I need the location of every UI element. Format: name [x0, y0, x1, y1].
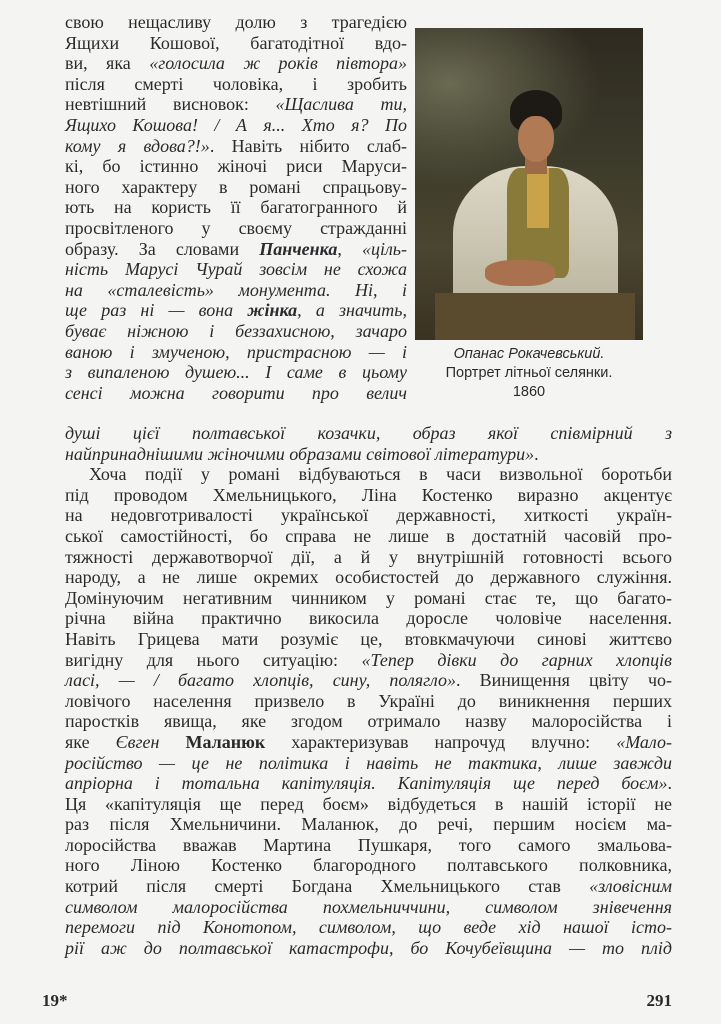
- page-number: 291: [646, 991, 672, 1010]
- text-line: [65, 526, 672, 547]
- painting-face: [518, 116, 554, 162]
- text-line: [65, 917, 672, 938]
- emphasized-text: «голосила ж років півтора»: [149, 53, 408, 74]
- text-line: [65, 691, 672, 712]
- emphasized-text: Євген: [115, 731, 186, 752]
- text-segment: Хоча події у романі відбуваються в часи визвольної боротьби: [89, 464, 672, 485]
- emphasized-text: Ящихо Кошова! / А я... Хто я? По: [65, 114, 407, 135]
- text-line: [65, 814, 672, 835]
- emphasized-text: ласі, — / багато хлопців, сину, полягло»: [65, 670, 456, 691]
- text-line: [65, 835, 672, 856]
- text-segment: котрий після смерті Богдана Хмельницького став: [65, 876, 590, 897]
- signature-mark: 19*: [42, 991, 68, 1010]
- emphasized-text: рії аж до полтавської катастрофи, бо Кочубеївщина — то плід: [65, 937, 672, 958]
- text-column-full: [65, 423, 672, 958]
- text-line: [65, 485, 672, 506]
- emphasized-text: перемоги під Конотопом, символом, що веде хід нашої істо-: [65, 917, 672, 938]
- text-segment: ,: [337, 238, 362, 259]
- emphasized-text: жінка: [247, 300, 298, 321]
- emphasized-text: «Щаслива ти,: [275, 94, 407, 115]
- text-line: [65, 794, 672, 815]
- text-line: [65, 383, 407, 404]
- portrait-painting: [415, 28, 643, 340]
- emphasized-text: ще раз ні — вона: [65, 300, 248, 321]
- text-segment: паростків явища, яке згодом отримало назву малоросійства і: [65, 711, 672, 732]
- text-line: [65, 629, 672, 650]
- text-line: [65, 855, 672, 876]
- emphasized-text: Панченка: [259, 238, 338, 259]
- text-line: [65, 300, 407, 321]
- text-segment: Ящихи Кошової, багатодітної вдо-: [65, 32, 407, 53]
- text-segment: характеризував напрочуд влучно:: [265, 731, 617, 752]
- text-line: [65, 444, 672, 465]
- text-line: [65, 12, 407, 33]
- text-line: [65, 177, 407, 198]
- text-segment: .: [667, 773, 672, 794]
- text-segment: кі, бо істинно жіночі риси Маруси-: [65, 156, 407, 177]
- text-segment: на недовготривалості української державності, хиткості україн-: [65, 505, 672, 526]
- text-segment: ного Ліною Костенко благородного полтавського полковника,: [65, 855, 672, 876]
- text-line: [65, 588, 672, 609]
- text-segment: Навіть Грицева мати розуміє це, втовкмачуючи синові життєво: [65, 628, 672, 649]
- emphasized-text: кому я вдова?!»: [65, 135, 210, 156]
- text-line: [65, 505, 672, 526]
- text-line: [65, 259, 407, 280]
- painting-hands: [485, 260, 555, 286]
- text-segment: образу. За словами: [65, 238, 260, 259]
- text-line: [65, 239, 407, 260]
- text-line: [65, 753, 672, 774]
- emphasized-text: , а значить,: [297, 300, 407, 321]
- painting-caption: [415, 345, 643, 402]
- text-segment: яке: [65, 731, 116, 752]
- text-segment: просвітленого у своєму стражданні: [65, 217, 407, 238]
- text-segment: після смерті чоловіка, і зробить: [65, 73, 407, 94]
- text-line: [65, 115, 407, 136]
- emphasized-text: ваною і змученою, пристрасною — і: [65, 341, 407, 362]
- text-segment: тяжності державотворчої дії, а й у внутрішній готовності всього: [65, 546, 672, 567]
- emphasized-text: «зловісним: [589, 876, 672, 897]
- text-segment: під проводом Хмельницького, Ліна Костенко виразно акцентує: [65, 484, 672, 505]
- emphasized-text: сенсі можна говорити про велич: [65, 382, 407, 403]
- caption-year: 1860: [512, 384, 546, 400]
- emphasized-text: символом малоросійства похмельниччини, символом знівечення: [65, 896, 672, 917]
- text-segment: .: [534, 443, 539, 464]
- emphasized-text: ність Марусі Чурай зовсім не схожа: [65, 259, 407, 280]
- text-segment: ви, яка: [65, 53, 150, 74]
- text-segment: лоросійства вважав Мартина Пушкаря, того самого змальова-: [65, 834, 672, 855]
- text-line: [65, 567, 672, 588]
- text-segment: свою нещасливу долю з трагедією: [65, 12, 407, 32]
- text-line: [65, 938, 672, 959]
- text-line: [65, 156, 407, 177]
- caption-author: Опанас Рокачевський.: [453, 346, 605, 362]
- text-segment: Домінуючим негативним чинником у романі стає те, що багато-: [65, 587, 672, 608]
- text-segment: ської самостійності, бо справа не лише в достатній часовій про-: [65, 525, 672, 546]
- text-segment: . Винищення цвіту чо-: [455, 670, 672, 691]
- emphasized-text: найпринаднішими жіночими образами світової літератури»: [65, 443, 535, 464]
- emphasized-text: душі цієї полтавської козачки, образ якої співмірний з: [65, 423, 672, 443]
- text-line: [65, 74, 407, 95]
- text-segment: вигідну для нього ситуацію:: [65, 649, 362, 670]
- text-line: [65, 670, 672, 691]
- text-line: [65, 342, 407, 363]
- emphasized-text: апріорна і тотальна капітуляція. Капітуляція ще перед боєм»: [65, 773, 668, 794]
- text-line: [65, 464, 672, 485]
- text-line: [65, 33, 407, 54]
- text-line: [65, 423, 672, 444]
- text-line: [65, 218, 407, 239]
- text-line: [65, 321, 407, 342]
- text-line: [65, 197, 407, 218]
- text-line: [65, 362, 407, 383]
- text-line: [65, 94, 407, 115]
- painting-skirt: [435, 293, 635, 340]
- text-line: [65, 608, 672, 629]
- caption-title: Портрет літньої селянки.: [445, 365, 613, 381]
- emphasized-text: з випаленою душею... І саме в цьому: [65, 362, 407, 383]
- text-segment: раз після Хмельничини. Маланюк, до речі, першим носієм ма-: [65, 814, 672, 835]
- text-segment: . Навіть нібито слаб-: [209, 135, 408, 156]
- text-line: [65, 547, 672, 568]
- text-line: [65, 711, 672, 732]
- emphasized-text: «Мало-: [616, 731, 672, 752]
- emphasized-text: «Тепер дівки до гарних хлопців: [361, 649, 672, 670]
- painting-vest-trim: [527, 168, 549, 228]
- text-segment: невтішний висновок:: [65, 94, 276, 115]
- text-segment: річна війна практично викосила доросле чоловіче населення.: [65, 608, 672, 629]
- text-line: [65, 650, 672, 671]
- text-line: [65, 732, 672, 753]
- emphasized-text: Маланюк: [185, 731, 266, 752]
- text-segment: ловічого населення призвело в Україні до виникнення перших: [65, 690, 672, 711]
- emphasized-text: «ціль-: [361, 238, 407, 259]
- text-line: [65, 897, 672, 918]
- text-line: [65, 53, 407, 74]
- text-line: [65, 773, 672, 794]
- text-line: [65, 280, 407, 301]
- emphasized-text: російство — це не політика і навіть не тактика, лише завжди: [65, 752, 672, 773]
- text-line: [65, 136, 407, 157]
- text-segment: ного характеру в романі спрацьову-: [65, 176, 407, 197]
- text-segment: народу, а не лише окремих особистостей до державного служіння.: [65, 567, 672, 588]
- text-segment: ють на користь її багатогранного й: [65, 197, 407, 218]
- text-line: [65, 876, 672, 897]
- emphasized-text: буває ніжною і беззахисною, зачаро: [65, 320, 407, 341]
- text-segment: Ця «капітуляція ще перед боєм» відбудеться в нашій історії не: [65, 793, 672, 814]
- text-column-top: [65, 12, 407, 403]
- emphasized-text: на «сталевість» монумента. Ні, і: [65, 279, 407, 300]
